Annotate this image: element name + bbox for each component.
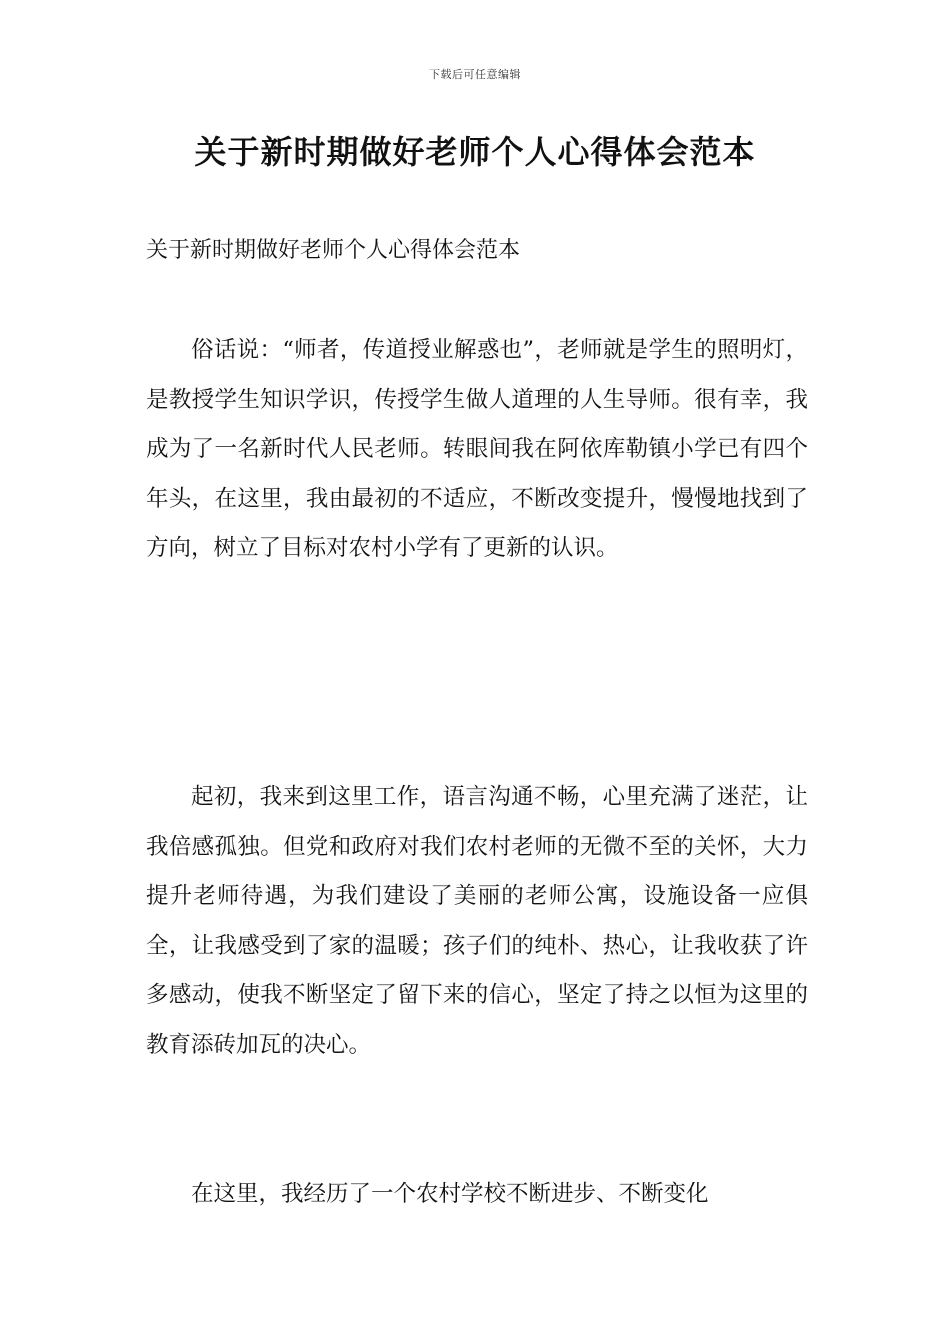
body-paragraph: 起初，我来到这里工作，语言沟通不畅，心里充满了迷茫，让我倍感孤独。但党和政府对我们农村老师的无微不至的关怀，大力提升老师待遇，为我们建设了美丽的老师公寓，设施设备一应俱全，让我感受到了家的温暖；孩子们的纯朴、热心，让我收获了许多感动，使我不断坚定了留下来的信心，坚定了持之以恒为这里的教育添砖加瓦的决心。 — [146, 784, 808, 1058]
document-subtitle: 关于新时期做好老师个人心得体会范本 — [146, 238, 521, 263]
body-paragraph: 俗话说：“师者，传道授业解惑也”，老师就是学生的照明灯，是教授学生知识学识，传授学生做人道理的人生导师。很有幸，我成为了一名新时代人民老师。转眼间我在阿依库勒镇小学已有四个年头，在这里，我由最初的不适应，不断改变提升，慢慢地找到了方向，树立了目标对农村小学有了更新的认识。 — [146, 337, 808, 561]
document-title: 关于新时期做好老师个人心得体会范本 — [194, 133, 756, 171]
body-paragraph: 在这里，我经历了一个农村学校不断进步、不断变化 — [191, 1181, 709, 1207]
header-note: 下载后可任意编辑 — [429, 68, 521, 81]
